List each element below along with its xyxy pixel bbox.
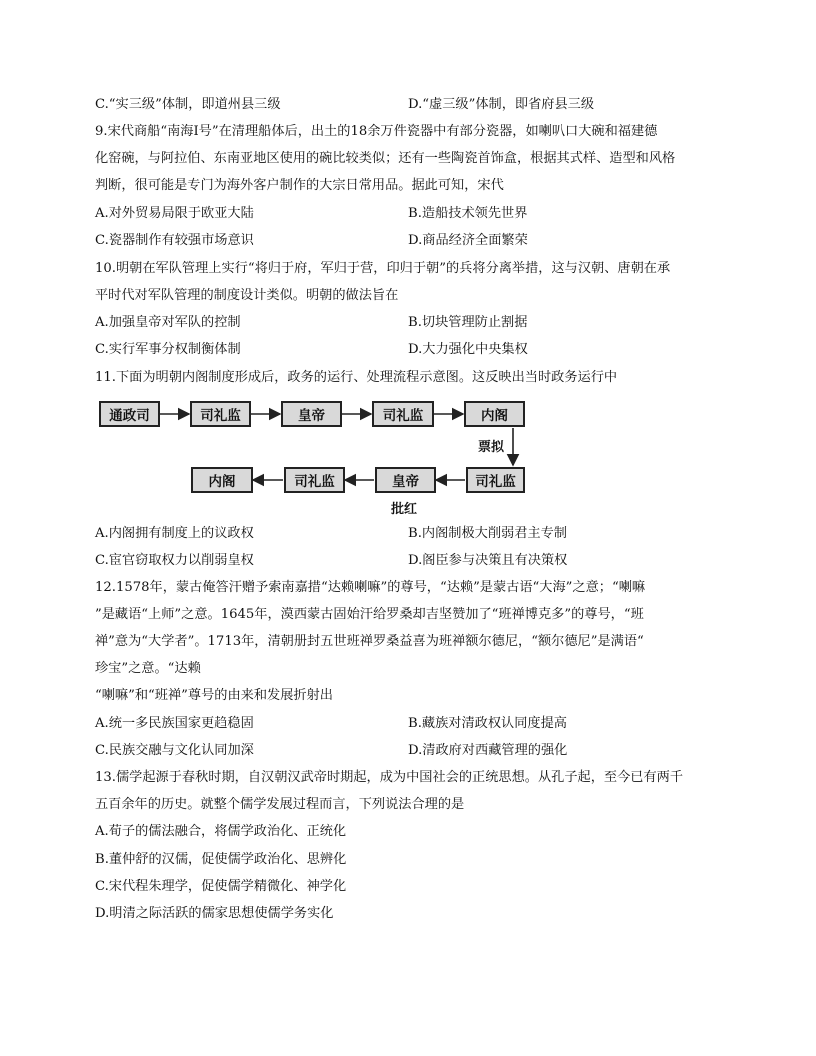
q10-option-a: A.加强皇帝对军队的控制 — [95, 315, 241, 330]
q12-stem-line-1: 12.1578年，蒙古俺答汗赠予索南嘉措“达赖喇嘛”的尊号，“达赖”是蒙古语“大海”之意；“喇嘛 — [95, 580, 646, 595]
q9-stem-line-2: 化窑碗，与阿拉伯、东南亚地区使用的碗比较类似；还有一些陶瓷首饰盒，根据其式样、造型和风格 — [95, 151, 676, 166]
q10-option-b: B.切块管理防止割据 — [408, 315, 528, 330]
flow-emperor-1: 皇帝 — [281, 401, 342, 427]
flow-silijian-3: 司礼监 — [466, 467, 525, 493]
q11-stem: 11.下面为明朝内阁制度形成后，政务的运行、处理流程示意图。这反映出当时政务运行中 — [95, 370, 618, 385]
q13-option-d: D.明清之际活跃的儒家思想使儒学务实化 — [95, 906, 334, 921]
flow-silijian-4: 司礼监 — [284, 467, 345, 493]
q13-option-c: C.宋代程朱理学，促使儒学精微化、神学化 — [95, 879, 347, 894]
q12-option-d: D.清政府对西藏管理的强化 — [408, 743, 568, 758]
q12-stem-line-3: 禅”意为“大学者”。1713年，清朝册封五世班禅罗桑益喜为班禅额尔德尼，“额尔德尼”是满语“ — [95, 634, 644, 649]
q12-stem-line-2: ”是藏语“上师”之意。1645年，漠西蒙古固始汗给罗桑却吉坚赞加了“班禅博克多”的尊号，“班 — [95, 607, 644, 622]
flow-emperor-2: 皇帝 — [375, 467, 436, 493]
q8-option-d: D.“虚三级”体制，即省府县三级 — [408, 97, 595, 112]
flow-silijian-2: 司礼监 — [372, 401, 434, 427]
q13-option-a: A.荀子的儒法融合，将儒学政治化、正统化 — [95, 824, 347, 839]
q9-option-c: C.瓷器制作有较强市场意识 — [95, 233, 254, 248]
flow-neige-1: 内阁 — [464, 401, 525, 427]
q8-option-c: C.“实三级”体制，即道州县三级 — [95, 97, 281, 112]
q10-stem-line-2: 平时代对军队管理的制度设计类似。明朝的做法旨在 — [95, 288, 399, 303]
q9-stem-line-1: 9.宋代商船“南海Ⅰ号”在清理船体后，出土的18余万件瓷器中有部分瓷器，如喇叭口大碗和福建德 — [95, 124, 658, 139]
q13-option-b: B.董仲舒的汉儒，促使儒学政治化、思辨化 — [95, 852, 347, 867]
q9-option-d: D.商品经济全面繁荣 — [408, 233, 528, 248]
q10-stem-line-1: 10.明朝在军队管理上实行“将归于府，军归于营，印归于朝”的兵将分离举措，这与汉朝、唐朝在承 — [95, 261, 671, 276]
q13-stem-line-2: 五百余年的历史。就整个儒学发展过程而言，下列说法合理的是 — [95, 797, 465, 812]
q11-option-a: A.内阁拥有制度上的议政权 — [95, 526, 254, 541]
q12-stem-line-5: “喇嘛”和“班禅”尊号的由来和发展折射出 — [95, 688, 333, 703]
flow-silijian-1: 司礼监 — [190, 401, 251, 427]
q12-stem-line-4: 珍宝”之意。“达赖 — [95, 661, 201, 676]
q10-option-c: C.实行军事分权制衡体制 — [95, 342, 241, 357]
flow-label-pihong: 批红 — [391, 502, 418, 517]
q11-option-d: D.阁臣参与决策且有决策权 — [408, 553, 568, 568]
q10-option-d: D.大力强化中央集权 — [408, 342, 528, 357]
q12-option-c: C.民族交融与文化认同加深 — [95, 743, 254, 758]
flow-tongzhengsi: 通政司 — [99, 401, 160, 427]
q12-option-a: A.统一多民族国家更趋稳固 — [95, 716, 254, 731]
q11-option-c: C.宦官窃取权力以削弱皇权 — [95, 553, 254, 568]
q11-option-b: B.内阁制极大削弱君主专制 — [408, 526, 567, 541]
q9-option-b: B.造船技术领先世界 — [408, 206, 528, 221]
q12-option-b: B.藏族对清政权认同度提高 — [408, 716, 567, 731]
flow-label-piaoni: 票拟 — [478, 440, 505, 455]
q13-stem-line-1: 13.儒学起源于春秋时期，自汉朝汉武帝时期起，成为中国社会的正统思想。从孔子起，至今已有两千 — [95, 770, 684, 785]
flow-neige-2: 内阁 — [191, 467, 253, 493]
q9-stem-line-3: 判断，很可能是专门为海外客户制作的大宗日常用品。据此可知，宋代 — [95, 178, 504, 193]
q9-option-a: A.对外贸易局限于欧亚大陆 — [95, 206, 254, 221]
